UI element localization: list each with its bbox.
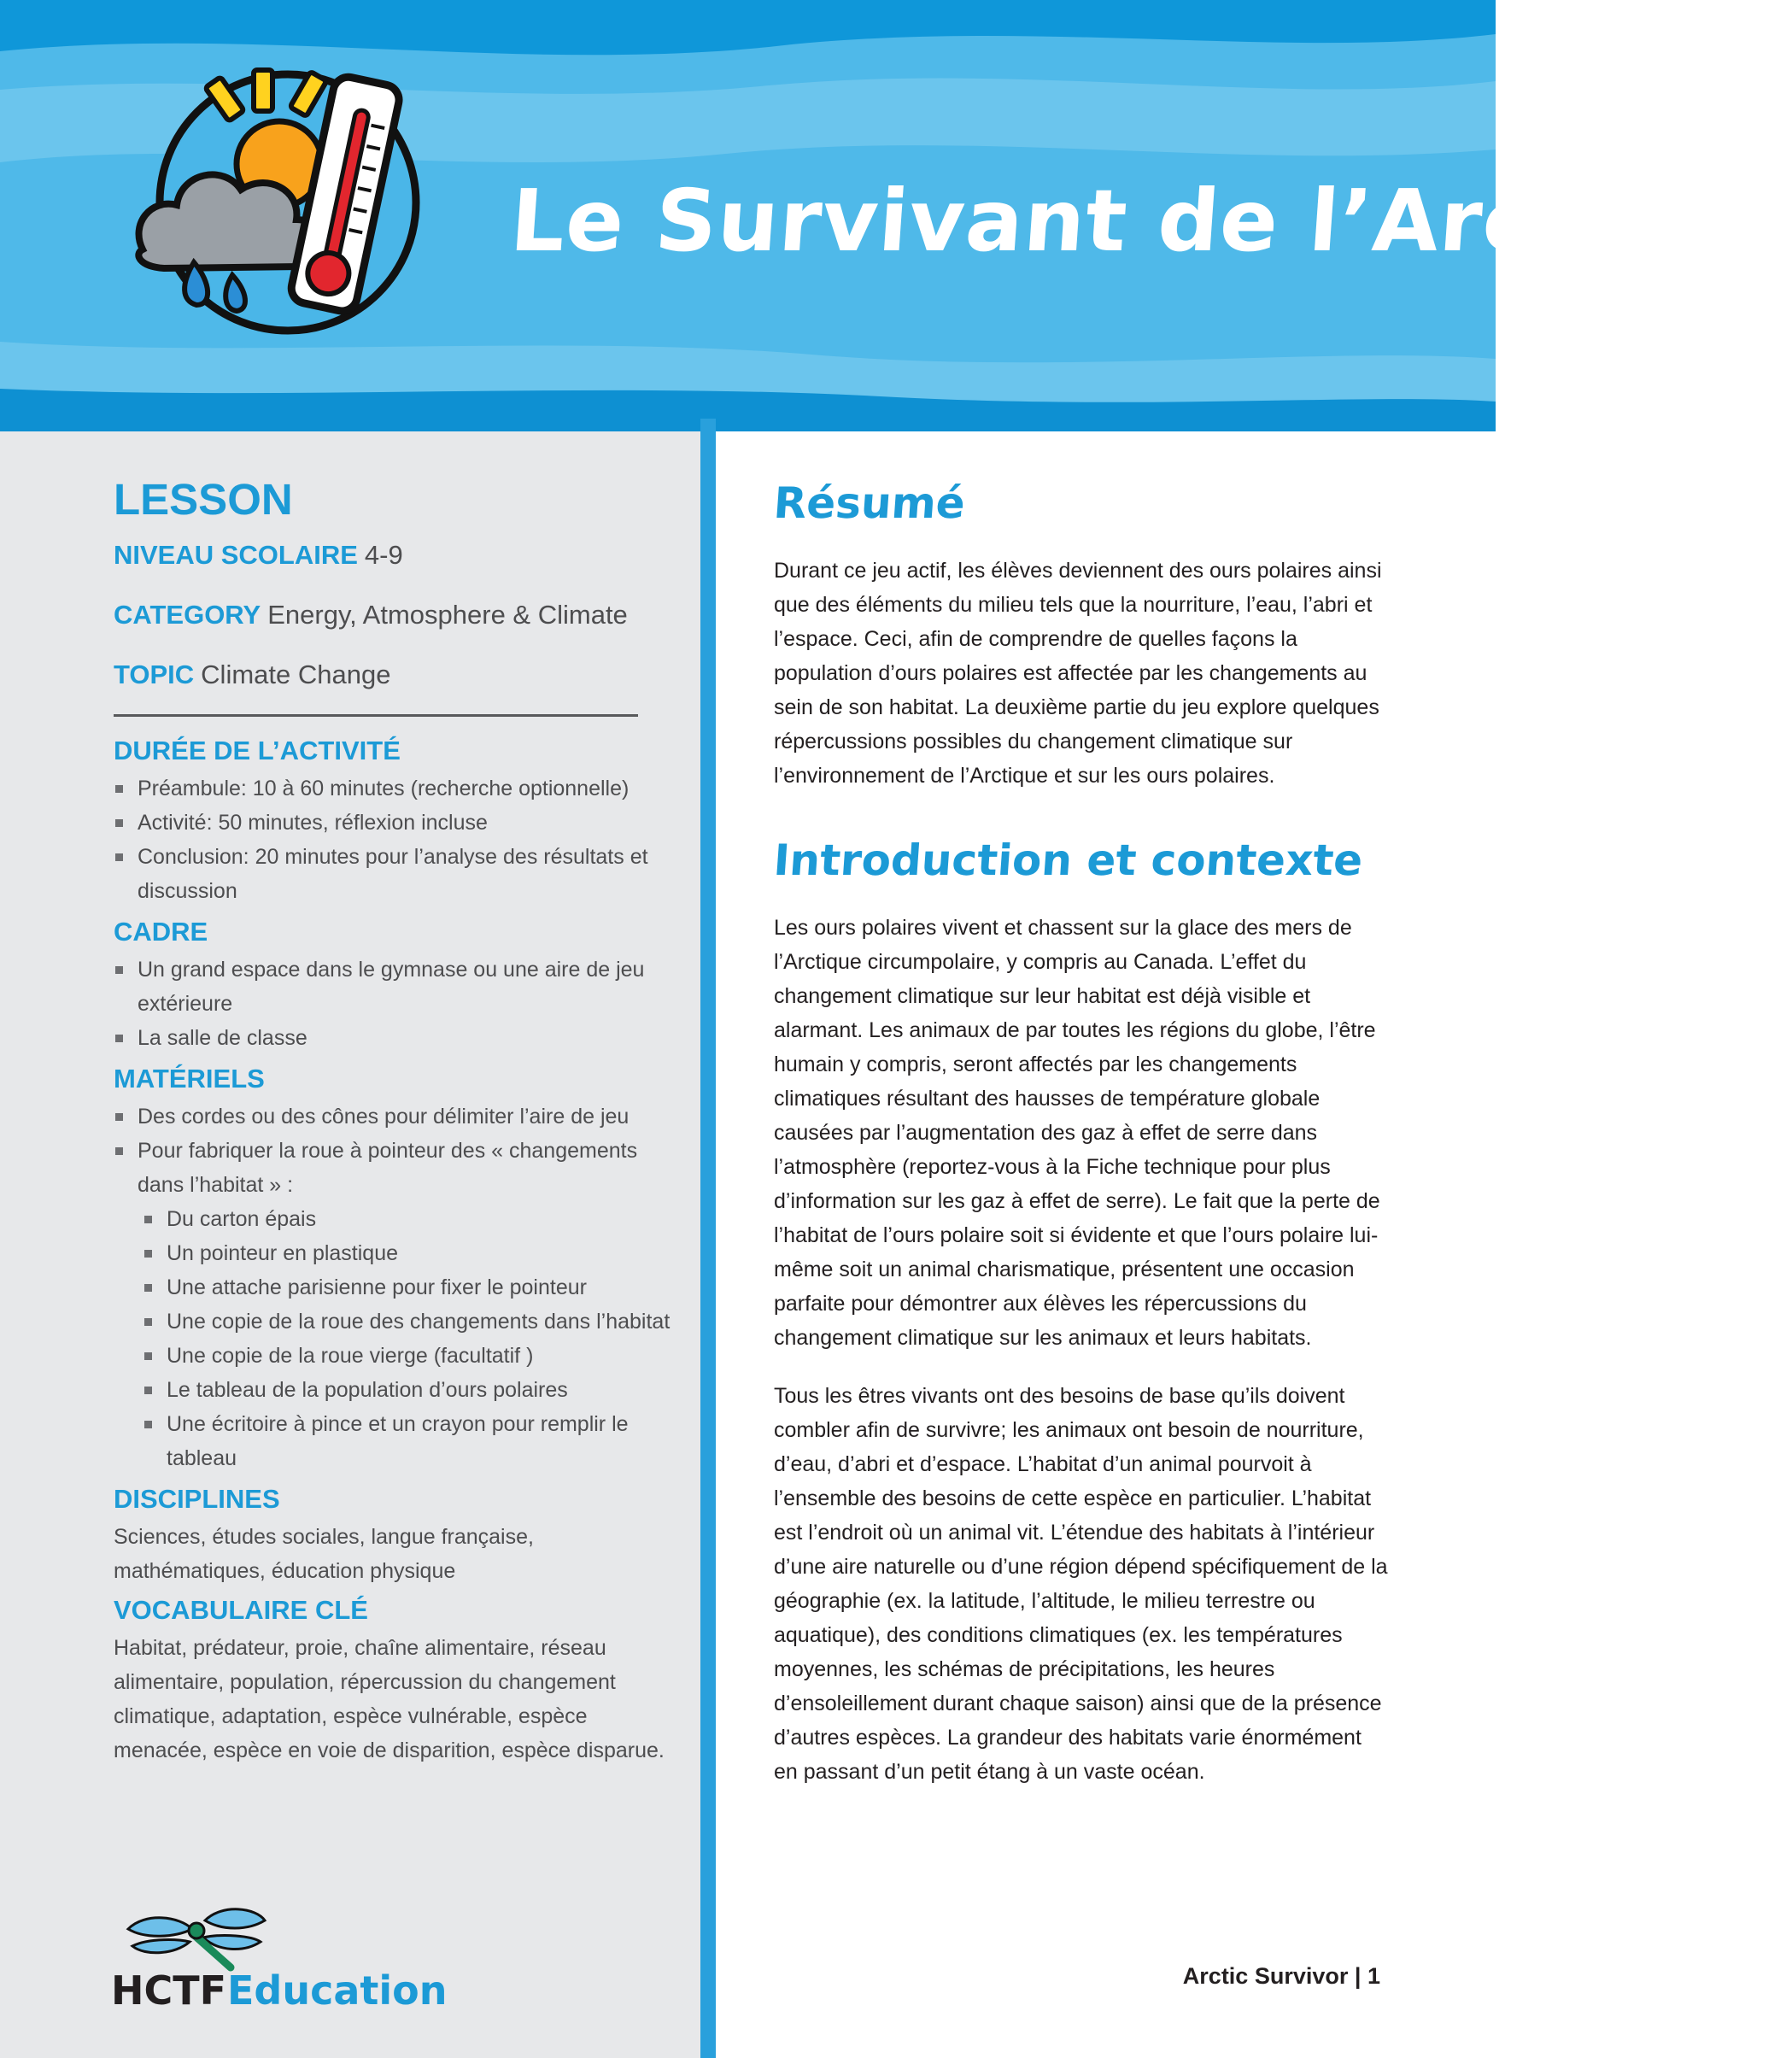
disciplines-text: Sciences, études sociales, langue française, mathématiques, éducation physique xyxy=(114,1525,534,1583)
hctf-wordmark: HCTF xyxy=(111,1967,227,2014)
header-banner xyxy=(0,0,1792,431)
lesson-info xyxy=(114,474,677,1774)
sub-list-item: Une attache parisienne pour fixer le pointeur xyxy=(114,1270,677,1305)
list-item: Des cordes ou des cônes pour délimiter l’aire de jeu xyxy=(114,1099,677,1134)
list-item: Activité: 50 minutes, réflexion incluse xyxy=(114,806,677,840)
intro-paragraph-1: Les ours polaires vivent et chassent sur la glace des mers de l’Arctique circumpolaire, y compris au Canada. L’effet du changement climatique sur leur habitat est déjà visible et alarmant. Les animaux de par toutes les régions du globe, l’être humain y compris, seront affectés par les changements climatiques résultant des hausses de température globale causées par l’augmentation des gaz à effet de serre dans l’atmosphère (reportez-vous à la Fiche technique pour plus d’information sur les gaz à effet de serre). Le fait que la perte de l’habitat de l’ours polaire soit si évidente et que l’ours polaire lui-même soit un animal charismatique, présentent une occasion parfaite pour démontrer aux élèves les répercussions du changement climatique sur les animaux et leurs habitats. xyxy=(774,916,1380,1350)
sub-list-item: Un pointeur en plastique xyxy=(114,1236,677,1270)
meta-key: CATEGORY xyxy=(114,600,261,630)
sidebar-divider xyxy=(700,419,716,2058)
main-content xyxy=(771,478,1389,1789)
education-wordmark: Education xyxy=(227,1967,448,2014)
meta-value: Energy, Atmosphere & Climate xyxy=(267,600,628,630)
page-title: Le Survivant de l’Arctique xyxy=(507,171,1792,271)
meta-value: 4-9 xyxy=(364,540,403,570)
hctf-education-logo xyxy=(111,1895,448,2014)
sub-list-item: Une copie de la roue vierge (facultatif ) xyxy=(114,1339,677,1373)
lesson-heading: LESSON xyxy=(114,475,293,524)
vocabulaire-text: Habitat, prédateur, proie, chaîne alimentaire, réseau alimentaire, population, répercussion du changement climatique, adaptation, espèce vulnérable, espèce menacée, espèce en voie de disparition, espèce disparue. xyxy=(114,1636,665,1762)
list-item: Préambule: 10 à 60 minutes (recherche optionnelle) xyxy=(114,771,677,806)
resume-paragraph: Durant ce jeu actif, les élèves deviennent des ours polaires ainsi que des éléments du milieu tels que la nourriture, l’eau, l’abri et l’espace. Ceci, afin de comprendre de quelles façons la population d’ours polaires est affectée par les changements au sein de son habitat. La deuxième partie du jeu explore quelques répercussions possibles du changement climatique sur l’environnement de l’Arctique et sur les ours polaires. xyxy=(774,559,1382,788)
cadre-list xyxy=(114,953,677,1055)
page-footer xyxy=(1183,1963,1380,1990)
meta-key: NIVEAU SCOLAIRE xyxy=(114,540,358,570)
intro-paragraph-2: Tous les êtres vivants ont des besoins de base qu’ils doivent combler afin de survivre; les animaux ont besoin de nourriture, d’eau, d’abri et d’espace. L’habitat d’un animal pourvoit à l’ensemble des besoins de cette espèce en particulier. L’habitat est l’endroit où un animal vit. L’étendue des habitats à l’intérieur d’une aire naturelle ou d’une région dépend spécifiquement de la géographie (ex. la latitude, l’altitude, le milieu terrestre ou aquatique), des conditions climatiques (ex. les températures moyennes, les schémas de précipitations, les heures d’ensoleillement durant chaque saison) ainsi que de la présence d’autres espèces. La grandeur des habitats varie énormément en passant d’un petit étang à un vaste océan. xyxy=(774,1384,1388,1784)
resume-heading: Résumé xyxy=(771,478,967,528)
list-item: La salle de classe xyxy=(114,1021,677,1055)
materiels-heading: MATÉRIELS xyxy=(114,1064,265,1093)
footer-doc-name: Arctic Survivor xyxy=(1182,1963,1349,1989)
footer-separator: | xyxy=(1354,1963,1362,1989)
divider-line xyxy=(114,714,638,717)
meta-grade xyxy=(114,540,677,571)
sub-list-item: Du carton épais xyxy=(114,1202,677,1236)
list-item: Un grand espace dans le gymnase ou une aire de jeu extérieure xyxy=(114,953,677,1021)
list-item: Conclusion: 20 minutes pour l’analyse des résultats et discussion xyxy=(114,840,677,908)
cadre-heading: CADRE xyxy=(114,917,208,947)
sub-list-item: Une copie de la roue des changements dans l’habitat xyxy=(114,1305,677,1339)
meta-topic xyxy=(114,660,677,690)
sub-list-item: Le tableau de la population d’ours polaires xyxy=(114,1373,677,1407)
duree-heading: DURÉE DE L’ACTIVITÉ xyxy=(114,736,401,765)
dragonfly-icon xyxy=(128,1909,265,1967)
list-item: Pour fabriquer la roue à pointeur des « changements dans l’habitat » : xyxy=(114,1134,677,1202)
duree-list xyxy=(114,771,677,908)
page-number: 1 xyxy=(1367,1963,1380,1989)
intro-heading: Introduction et contexte xyxy=(771,836,1365,885)
sub-list-item: Une écritoire à pince et un crayon pour remplir le tableau xyxy=(114,1407,677,1475)
vocabulaire-heading: VOCABULAIRE CLÉ xyxy=(114,1595,368,1625)
meta-value: Climate Change xyxy=(201,660,391,689)
disciplines-heading: DISCIPLINES xyxy=(114,1484,280,1514)
meta-category xyxy=(114,600,677,630)
meta-key: TOPIC xyxy=(114,660,195,689)
materiels-list xyxy=(114,1099,677,1475)
weather-thermometer-icon xyxy=(130,62,437,352)
